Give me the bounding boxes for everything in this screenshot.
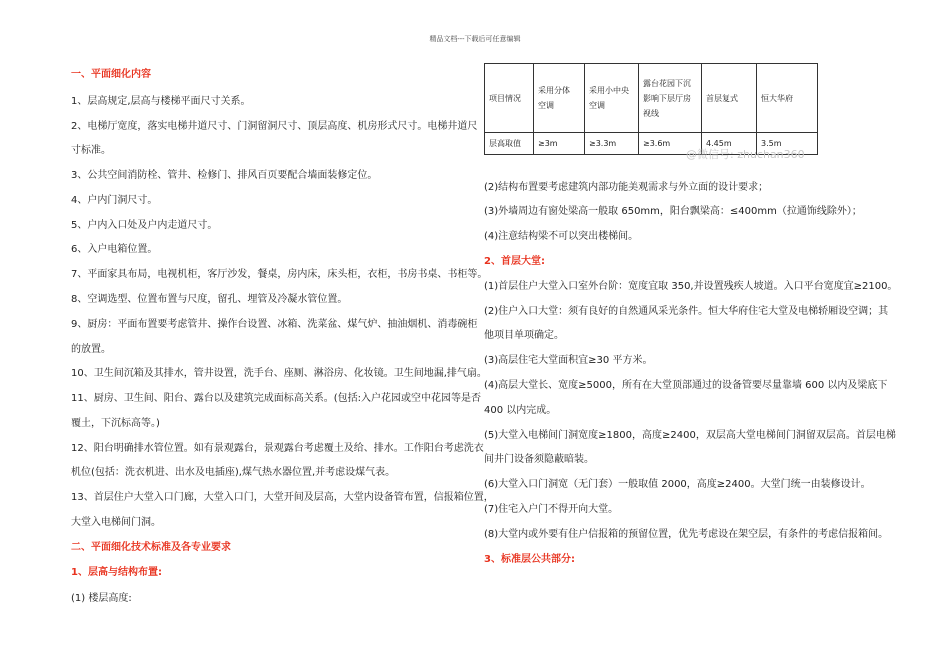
section-heading-3: 2、首层大堂: (484, 256, 545, 267)
table-cell: 4.45m (702, 133, 757, 155)
text-line: 1、层高规定,层高与楼梯平面尺寸关系。 (71, 96, 251, 107)
section-heading-1: 一、平面细化内容 (71, 69, 151, 80)
text-line: 6、入户电箱位置。 (71, 244, 158, 255)
text-line: (2)结构布置要考虑建筑内部功能美观需求与外立面的设计要求； (484, 182, 769, 193)
text-line: (7)住宅入户门不得开向大堂。 (484, 504, 619, 515)
text-line: 12、阳台明确排水管位置。如有景观露台，景观露台考虑覆土及给、排水。工作阳台考虑洗衣 (71, 443, 484, 454)
text-line: 3、公共空间消防栓、管井、检修门、排风百页要配合墙面装修定位。 (71, 170, 378, 181)
table-cell: 采用小中央 空调 (585, 64, 639, 133)
text-line: 机位(包括：洗衣机进、出水及电插座),煤气热水器位置,并考虑设煤气表。 (71, 467, 396, 478)
table-cell: ≥3.3m (585, 133, 639, 155)
section-heading-2: 二、平面细化技术标准及各专业要求 (71, 542, 231, 553)
text-line: 9、厨房：平面布置要考虑管井、操作台设置、冰箱、洗菜盆、煤气炉、抽油烟机、消毒碗柜 (71, 319, 478, 330)
text-line: (2)住户入口大堂：须有良好的自然通风采光条件。恒大华府住宅大堂及电梯轿厢设空调；其 (484, 306, 889, 317)
table-cell: 采用分体 空调 (534, 64, 585, 133)
table-cell: ≥3m (534, 133, 585, 155)
table-cell: 项目情况 (485, 64, 534, 133)
text-line: 10、卫生间沉箱及其排水，管井设置，洗手台、座厕、淋浴房、化妆镜。卫生间地漏,排气扇。 (71, 368, 487, 379)
watermark-text: @微信号: zhuchan360 (686, 148, 805, 161)
text-line: 7、平面家具布局，电视机柜，客厅沙发，餐桌，房内床，床头柜，衣柜，书房书桌、书柜等。 (71, 269, 488, 280)
subsection-heading: 1、层高与结构布置: (71, 567, 162, 578)
table-cell: ≥3.6m (639, 133, 702, 155)
text-line: (4)注意结构梁不可以突出楼梯间。 (484, 231, 639, 242)
text-line: 8、空调选型、位置布置与尺度，留孔、埋管及冷凝水管位置。 (71, 294, 348, 305)
table-cell: 恒大华府 (757, 64, 818, 133)
table-cell: 层高取值 (485, 133, 534, 155)
text-line: (5)大堂入电梯间门洞宽度≥1800，高度≥2400，双层高大堂电梯间门洞留双层高。首层电梯 (484, 430, 896, 441)
text-line: 2、电梯厅宽度，落实电梯井道尺寸、门洞留洞尺寸、顶层高度、机房形式尺寸。电梯井道尺 (71, 121, 478, 132)
page-header: 精品文档---下载后可任意编辑 (429, 35, 521, 43)
table-cell: 露台花园下沉 影响下层厅房 视线 (639, 64, 702, 133)
text-line: 间井门设备须隐蔽暗装。 (484, 454, 594, 465)
table-cell: 首层复式 (702, 64, 757, 133)
section-heading-4: 3、标准层公共部分: (484, 554, 575, 565)
text-line: 11、厨房、卫生间、阳台、露台以及建筑完成面标高关系。(包括:入户花园或空中花园等是否 (71, 393, 481, 404)
text-line: (4)高层大堂长、宽度≥5000，所有在大堂顶部通过的设备管要尽量靠墙 600 以内及梁底下 (484, 380, 888, 391)
text-line: (1) 楼层高度: (71, 593, 132, 604)
text-line: (6)大堂入口门洞宽（无门套）一般取值 2000，高度≥2400。大堂门统一由装修设计。 (484, 479, 871, 490)
text-line: (8)大堂内或外要有住户信报箱的预留位置，优先考虑设在架空层，有条件的考虑信报箱间。 (484, 529, 889, 540)
text-line: 13、首层住户大堂入口门廊，大堂入口门，大堂开间及层高，大堂内设备管布置，信报箱位置， (71, 492, 494, 503)
floor-height-table (484, 63, 818, 155)
text-line: 大堂入电梯间门洞。 (71, 517, 161, 528)
text-line: 400 以内完成。 (484, 405, 557, 416)
text-line: 覆土，下沉标高等。) (71, 418, 160, 429)
text-line: (1)首层住户大堂入口室外台阶：宽度宜取 350,并设置残疾人坡道。入口平台宽度宜≥2100。 (484, 281, 898, 292)
text-line: (3)外墙周边有窗处梁高一般取 650mm，阳台飘梁高：≤400mm（拉通饰线除外）； (484, 206, 862, 217)
text-line: 4、户内门洞尺寸。 (71, 195, 158, 206)
table-header-row (485, 64, 818, 133)
table-cell: 3.5m (757, 133, 818, 155)
text-line: 他项目单项确定。 (484, 330, 564, 341)
text-line: 寸标准。 (71, 145, 111, 156)
text-line: 5、户内入口处及户内走道尺寸。 (71, 220, 218, 231)
text-line: (3)高层住宅大堂面积宜≥30 平方米。 (484, 355, 653, 366)
text-line: 的放置。 (71, 344, 111, 355)
